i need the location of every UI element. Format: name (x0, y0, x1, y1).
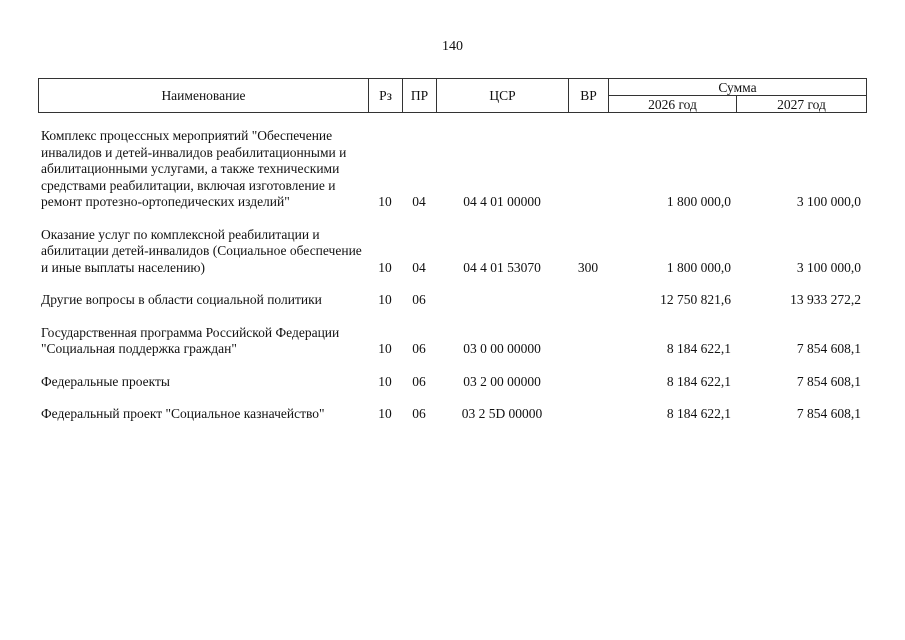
row-csr: 04 4 01 00000 (463, 194, 541, 209)
row-sum-2026: 8 184 622,1 (666, 373, 731, 389)
budget-table (38, 128, 866, 423)
header-pr: ПР (403, 79, 437, 113)
table-row (38, 309, 866, 358)
row-pr: 06 (412, 341, 426, 356)
row-name: Государственная программа Российской Федерации "Социальная поддержка граждан" (41, 324, 340, 356)
table-header (38, 78, 867, 113)
table-row (38, 211, 866, 277)
header-sum: Сумма (609, 79, 867, 96)
row-rz: 10 (378, 292, 392, 307)
row-csr: 03 2 5D 00000 (461, 406, 543, 421)
row-sum-2026: 12 750 821,6 (660, 292, 731, 307)
header-rz: Рз (369, 79, 403, 113)
row-csr: 04 4 01 53070 (463, 259, 541, 275)
table-row (38, 390, 866, 423)
row-name: Федеральный проект "Социальное казначейство" (41, 406, 325, 421)
page-number: 140 (442, 39, 463, 54)
row-sum-2027: 7 854 608,1 (796, 406, 861, 421)
row-csr: 03 2 00 00000 (463, 373, 541, 389)
header-name: Наименование (39, 79, 369, 113)
row-vr: 300 (577, 259, 599, 275)
row-name: Комплекс процессных мероприятий "Обеспечение инвалидов и детей-инвалидов реабилитационными и абилитационными услугами, а также техническими средствами реабилитации, включая изготовление и ремонт протезно-ортопедических изделий" (41, 128, 347, 209)
table-row (38, 276, 866, 309)
row-sum-2026: 1 800 000,0 (666, 194, 731, 209)
row-sum-2027: 3 100 000,0 (796, 194, 861, 209)
row-rz: 10 (378, 194, 392, 209)
row-vr (568, 390, 608, 423)
row-pr: 04 (412, 194, 426, 209)
row-name: Федеральные проекты (41, 373, 170, 389)
row-vr (568, 276, 608, 309)
row-sum-2026: 1 800 000,0 (666, 259, 731, 275)
table-row (38, 128, 866, 211)
header-year-2027: 2027 год (737, 96, 867, 113)
row-rz: 10 (378, 406, 392, 421)
header-vr: ВР (569, 79, 609, 113)
row-vr (568, 358, 608, 391)
row-pr: 06 (412, 373, 426, 389)
row-vr (568, 309, 608, 358)
row-rz: 10 (378, 373, 392, 389)
row-rz: 10 (378, 341, 392, 356)
row-sum-2027: 7 854 608,1 (796, 373, 861, 389)
header-year-2026: 2026 год (609, 96, 737, 113)
row-name: Другие вопросы в области социальной политики (41, 292, 322, 307)
row-rz: 10 (378, 259, 392, 275)
row-name: Оказание услуг по комплексной реабилитации и абилитации детей-инвалидов (Социальное обеспечение и иные выплаты населению) (41, 226, 362, 275)
row-pr: 06 (412, 292, 426, 307)
row-csr (436, 276, 568, 309)
row-sum-2026: 8 184 622,1 (666, 341, 731, 356)
header-csr: ЦСР (437, 79, 569, 113)
row-csr: 03 0 00 00000 (463, 341, 541, 356)
row-pr: 04 (412, 259, 426, 275)
row-sum-2026: 8 184 622,1 (666, 406, 731, 421)
row-vr (568, 128, 608, 211)
row-sum-2027: 3 100 000,0 (796, 259, 861, 275)
row-sum-2027: 7 854 608,1 (796, 341, 861, 356)
table-row (38, 358, 866, 391)
row-pr: 06 (412, 406, 426, 421)
row-sum-2027: 13 933 272,2 (790, 292, 861, 307)
